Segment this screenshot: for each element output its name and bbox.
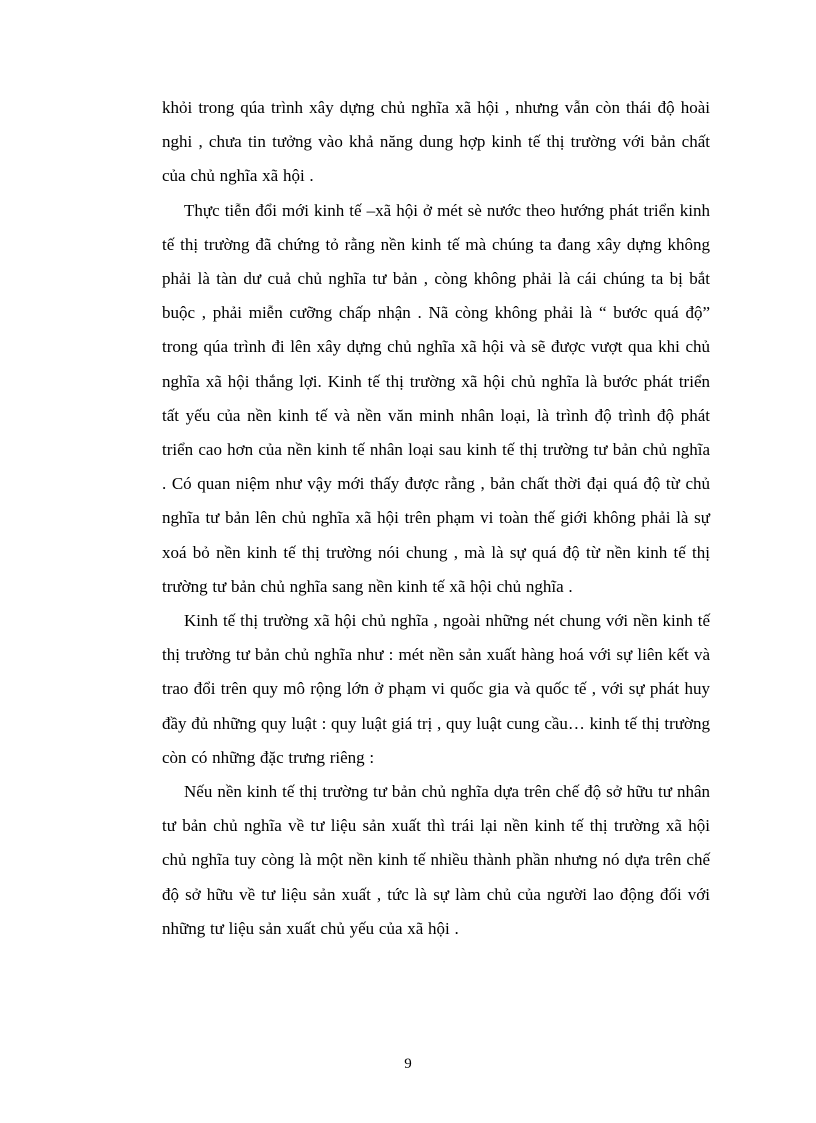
body-text: [162, 91, 710, 946]
paragraph: Nếu nền kinh tế thị trường tư bản chủ nghĩa dựa trên chế độ sở hữu tư nhân tư bản chủ nghĩa về tư liệu sản xuất thì trái lại nền kinh tế thị trường xã hội chủ nghĩa tuy còng là một nền kinh tế nhiều thành phần nhưng nó dựa trên chế độ sở hữu về tư liệu sản xuất , tức là sự làm chủ của người lao động đối với những tư liệu sản xuất chủ yếu của xã hội .: [162, 782, 710, 938]
paragraph: Thực tiễn đổi mới kinh tế –xã hội ở mét sè nước theo hướng phát triển kinh tế thị trường đã chứng tỏ rằng nền kinh tế mà chúng ta đang xây dựng không phải là tàn dư cuả chủ nghĩa tư bản , còng không phải là cái chúng ta bị bắt buộc , phải miễn cưỡng chấp nhận . Nã còng không phải là “ bước quá độ” trong qúa trình đi lên xây dựng chủ nghĩa xã hội và sẽ được vượt qua khi chủ nghĩa xã hội thắng lợi. Kinh tế thị trường xã hội chủ nghĩa là bước phát triển tất yếu của nền kinh tế và nền văn minh nhân loại, là trình độ trình độ phát triển cao hơn của nền kinh tế nhân loại sau kinh tế thị trường tư bản chủ nghĩa . Có quan niệm như vậy mới thấy được rằng , bản chất thời đại quá độ từ chủ nghĩa tư bản lên chủ nghĩa xã hội trên phạm vi toàn thế giới không phải là sự xoá bỏ nền kinh tế thị trường nói chung , mà là sự quá độ từ nền kinh tế thị trường tư bản chủ nghĩa sang nền kinh tế xã hội chủ nghĩa .: [162, 200, 710, 596]
paragraph-continued: khỏi trong qúa trình xây dựng chủ nghĩa xã hội , nhưng vẫn còn thái độ hoài nghi , chưa tin tưởng vào khả năng dung hợp kinh tế thị trường với bản chất của chủ nghĩa xã hội .: [162, 98, 710, 186]
paragraph: Kinh tế thị trường xã hội chủ nghĩa , ngoài những nét chung với nền kinh tế thị trường tư bản chủ nghĩa như : mét nền sản xuất hàng hoá với sự liên kết và trao đổi trên quy mô rộng lớn ở phạm vi quốc gia và quốc tế , với sự phát huy đầy đủ những quy luật : quy luật giá trị , quy luật cung cầu… kinh tế thị trường còn có những đặc trưng riêng :: [162, 611, 710, 767]
page-number: 9: [404, 1056, 412, 1072]
